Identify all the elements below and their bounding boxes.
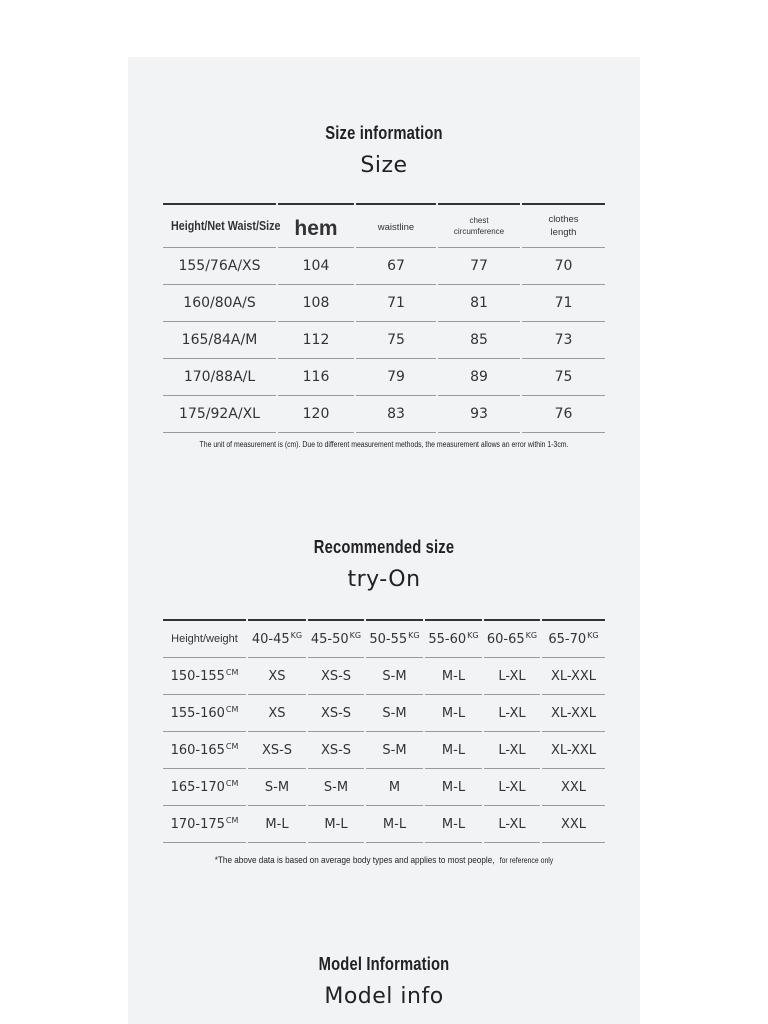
size-table-cell: 116	[277, 359, 355, 396]
height-range-cell	[163, 806, 247, 843]
size-table-cell: 70	[521, 248, 605, 285]
recommend-size-cell: M-L	[365, 806, 424, 843]
size-table-row	[163, 322, 605, 359]
size-table-cell: 71	[355, 285, 437, 322]
size-table-cell: 73	[521, 322, 605, 359]
header-clothes-length: clothes length	[521, 204, 605, 248]
recommend-size-cell: M-L	[424, 806, 483, 843]
recommend-table-header	[163, 620, 605, 658]
size-table-cell: 108	[277, 285, 355, 322]
size-table-cell: 81	[437, 285, 521, 322]
recommend-size-cell: XL-XXL	[541, 658, 605, 695]
header-hem: hem	[277, 204, 355, 248]
size-table-cell: 89	[437, 359, 521, 396]
height-unit: CM	[225, 816, 239, 825]
recommend-title-en: Recommended size	[313, 537, 455, 557]
size-table-cell: 120	[277, 396, 355, 433]
size-table-cell: 160/80A/S	[163, 285, 277, 322]
reference-note-main: *The above data is based on average body types and applies to most people,	[214, 855, 495, 866]
recommend-size-cell: XXL	[541, 769, 605, 806]
size-table-row	[163, 285, 605, 322]
recommend-size-cell: XS-S	[247, 732, 307, 769]
weight-range: 45-50	[310, 632, 349, 647]
model-title-en: Model Information	[318, 954, 450, 974]
recommend-size-cell: S-M	[365, 658, 424, 695]
header-weight	[483, 620, 541, 658]
height-range-cell	[163, 695, 247, 732]
header-height-weight: Height/weight	[163, 620, 247, 658]
size-table-cell: 165/84A/M	[163, 322, 277, 359]
size-table-cell: 83	[355, 396, 437, 433]
recommend-size-cell: M-L	[424, 732, 483, 769]
size-table-header	[163, 204, 605, 248]
weight-unit: KG	[408, 631, 420, 640]
recommend-size-cell: XS-S	[307, 658, 365, 695]
size-table-cell: 104	[277, 248, 355, 285]
size-table-cell: 71	[521, 285, 605, 322]
reference-note	[54, 855, 714, 866]
recommend-size-cell: M-L	[424, 769, 483, 806]
recommend-size-cell: M-L	[424, 658, 483, 695]
height-range: 155-160	[170, 706, 225, 721]
recommend-table-row	[163, 806, 605, 843]
size-table-cell: 93	[437, 396, 521, 433]
header-weight	[365, 620, 424, 658]
header-weight	[541, 620, 605, 658]
recommend-size-cell: M-L	[307, 806, 365, 843]
size-table-cell: 79	[355, 359, 437, 396]
recommend-table-row	[163, 732, 605, 769]
recommend-size-cell: S-M	[307, 769, 365, 806]
header-chest-circumference: chest circumference	[437, 204, 521, 248]
height-unit: CM	[225, 779, 239, 788]
size-table-cell: 75	[521, 359, 605, 396]
recommend-size-cell: L-XL	[483, 658, 541, 695]
model-title: Model info	[324, 984, 444, 1009]
size-table-cell: 85	[437, 322, 521, 359]
size-table-cell: 76	[521, 396, 605, 433]
weight-unit: KG	[467, 631, 479, 640]
recommend-size-cell: L-XL	[483, 695, 541, 732]
recommend-size-cell: XS	[247, 695, 307, 732]
size-table-cell: 112	[277, 322, 355, 359]
weight-range: 55-60	[428, 632, 467, 647]
size-title-en: Size information	[325, 123, 443, 143]
size-table-row	[163, 396, 605, 433]
weight-unit: KG	[525, 631, 538, 640]
size-table-cell: 155/76A/XS	[163, 248, 277, 285]
measurement-note: The unit of measurement is (cm). Due to different measurement methods, the measurement allows an error within 1-3cm.	[199, 440, 569, 449]
weight-unit: KG	[587, 631, 599, 640]
header-height-waist-size: Height/Net Waist/Size	[171, 204, 269, 248]
size-table-cell: 67	[355, 248, 437, 285]
size-table-cell: 77	[437, 248, 521, 285]
size-table-cell: 75	[355, 322, 437, 359]
recommend-size-cell: M-L	[424, 695, 483, 732]
weight-range: 60-65	[486, 632, 525, 647]
weight-unit: KG	[349, 631, 362, 640]
height-unit: CM	[225, 705, 239, 714]
weight-range: 65-70	[548, 632, 587, 647]
height-range: 150-155	[170, 669, 225, 684]
height-range-cell	[163, 658, 247, 695]
recommend-size-cell: XS-S	[307, 732, 365, 769]
recommend-table-row	[163, 769, 605, 806]
recommend-size-cell: L-XL	[483, 806, 541, 843]
header-weight	[247, 620, 307, 658]
recommend-table	[163, 619, 605, 843]
height-range: 170-175	[170, 817, 225, 832]
recommend-size-cell: XS-S	[307, 695, 365, 732]
height-unit: CM	[225, 742, 239, 751]
height-range-cell	[163, 769, 247, 806]
size-title: Size	[360, 153, 408, 178]
header-weight	[424, 620, 483, 658]
recommend-size-cell: XL-XXL	[541, 695, 605, 732]
recommend-table-row	[163, 658, 605, 695]
recommend-size-cell: XL-XXL	[541, 732, 605, 769]
height-unit: CM	[225, 668, 239, 677]
recommend-size-cell: S-M	[365, 732, 424, 769]
height-range: 160-165	[170, 743, 225, 758]
weight-range: 50-55	[369, 632, 408, 647]
header-weight	[307, 620, 365, 658]
recommend-size-cell: L-XL	[483, 732, 541, 769]
recommend-table-row	[163, 695, 605, 732]
recommend-size-cell: L-XL	[483, 769, 541, 806]
weight-range: 40-45	[251, 632, 290, 647]
height-range-cell	[163, 732, 247, 769]
recommend-size-cell: S-M	[247, 769, 307, 806]
height-range: 165-170	[170, 780, 225, 795]
size-table-row	[163, 248, 605, 285]
recommend-title: try-On	[347, 567, 421, 592]
reference-note-small: for reference only	[499, 856, 554, 865]
recommend-size-cell: S-M	[365, 695, 424, 732]
size-table-cell: 175/92A/XL	[163, 396, 277, 433]
size-table-row	[163, 359, 605, 396]
recommend-size-cell: XS	[247, 658, 307, 695]
weight-unit: KG	[290, 631, 303, 640]
recommend-size-cell: XXL	[541, 806, 605, 843]
recommend-size-cell: M	[365, 769, 424, 806]
header-waistline: waistline	[355, 204, 437, 248]
size-table	[163, 203, 605, 433]
recommend-size-cell: M-L	[247, 806, 307, 843]
size-table-cell: 170/88A/L	[163, 359, 277, 396]
